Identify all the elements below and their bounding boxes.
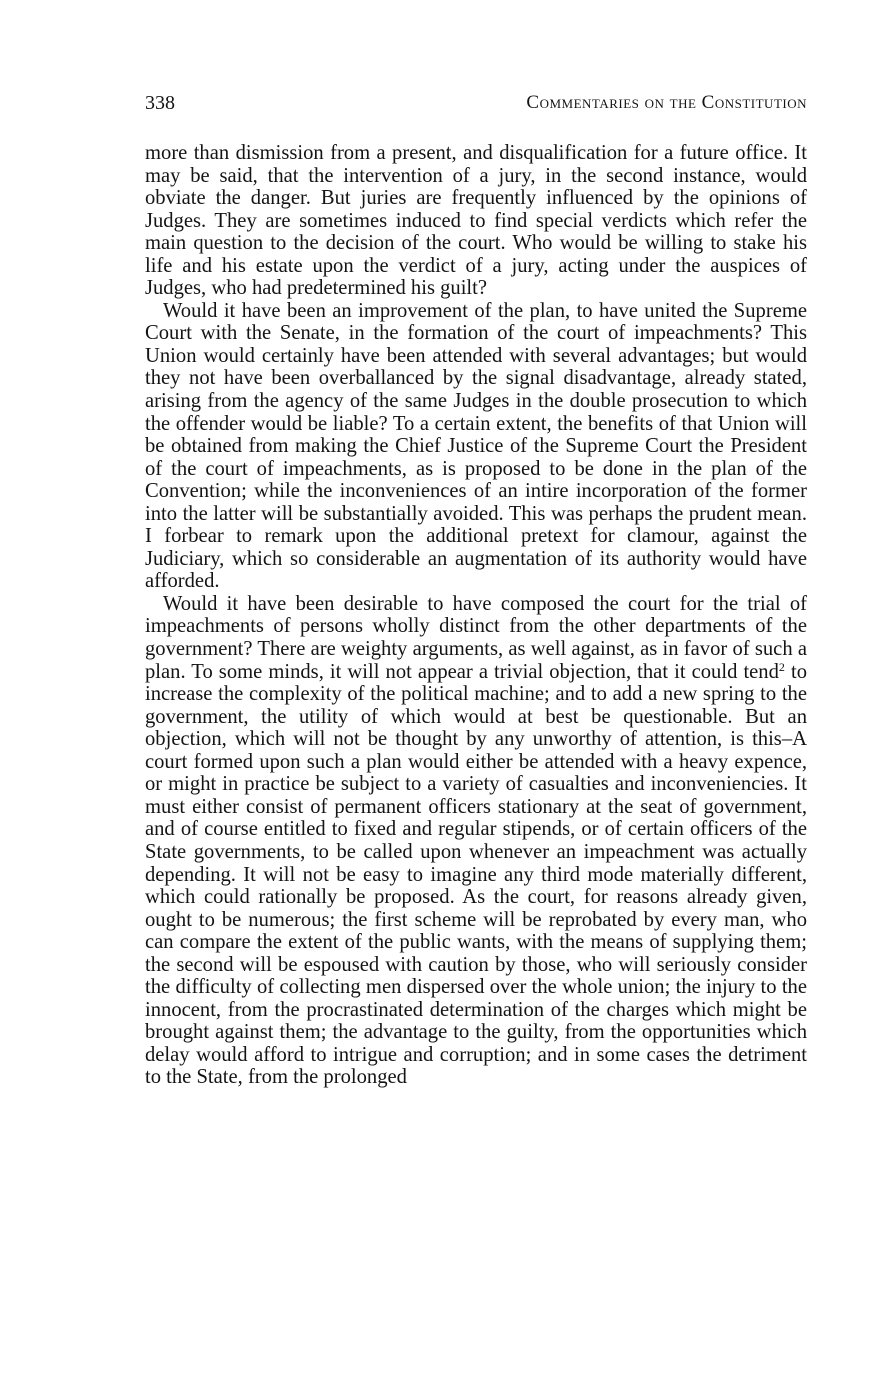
page-header — [145, 90, 807, 120]
paragraph-3-part-2: to increase the complexity of the political machine; and to add a new spring to the government, the utility of which would at best be questionable. But an objection, which will not be thought by any unworthy of attention, is this–A court formed upon such a plan would either be attended with a heavy expence, or might in practice be subject to a variety of casualties and inconveniencies. It must either consist of permanent officers stationary at the seat of government, and of course entitled to fixed and regular stipends, or of certain officers of the State governments, to be called upon whenever an impeachment was actually depending. It will not be easy to imagine any third mode materially different, which could rationally be proposed. As the court, for reasons already given, ought to be numerous; the first scheme will be reprobated by every man, who can compare the extent of the public wants, with the means of supplying them; the second will be espoused with caution by those, who will seriously consider the difficulty of collecting men dispersed over the whole union; the injury to the innocent, from the procrastinated determination of the charges which might be brought against them; the advantage to the guilty, from the opportunities which delay would afford to intrigue and corruption; and in some cases the detriment to the State, from the prolonged — [145, 660, 807, 1089]
running-head: Commentaries on the Constitution — [526, 92, 807, 113]
page-number: 338 — [145, 92, 175, 114]
footnote-marker: 2 — [778, 659, 785, 674]
paragraph-3-part-1: Would it have been desirable to have composed the court for the trial of impeachments of persons wholly distinct from the other departments of the government? There are weighty arguments, as well against, as in favor of such a plan. To some minds, it will not appear a trivial objection, that it could tend — [145, 592, 807, 683]
paragraph-2: Would it have been an improvement of the plan, to have united the Supreme Court with the Senate, in the formation of the court of impeachments? This Union would certainly have been attended with several advantages; but would they not have been overballanced by the signal disadvantage, already stated, arising from the agency of the same Judges in the double prosecution to which the offender would be liable? To a certain extent, the benefits of that Union will be obtained from making the Chief Justice of the Supreme Court the President of the court of impeachments, as is proposed to be done in the plan of the Convention; while the inconveniences of an intire incorporation of the former into the latter will be substantially avoided. This was perhaps the prudent mean. I forbear to remark upon the additional pretext for clamour, against the Judiciary, which so considerable an augmentation of its authority would have afforded. — [145, 299, 807, 593]
body-text — [145, 142, 807, 1089]
paragraph-1: more than dismission from a present, and disqualification for a future office. It may be said, that the intervention of a jury, in the second instance, would obviate the danger. But juries are frequently influenced by the opinions of Judges. They are sometimes induced to find special verdicts which refer the main question to the decision of the court. Who would be willing to stake his life and his estate upon the verdict of a jury, acting under the auspices of Judges, who had predetermined his guilt? — [145, 142, 807, 300]
paragraph-3 — [145, 593, 807, 1089]
